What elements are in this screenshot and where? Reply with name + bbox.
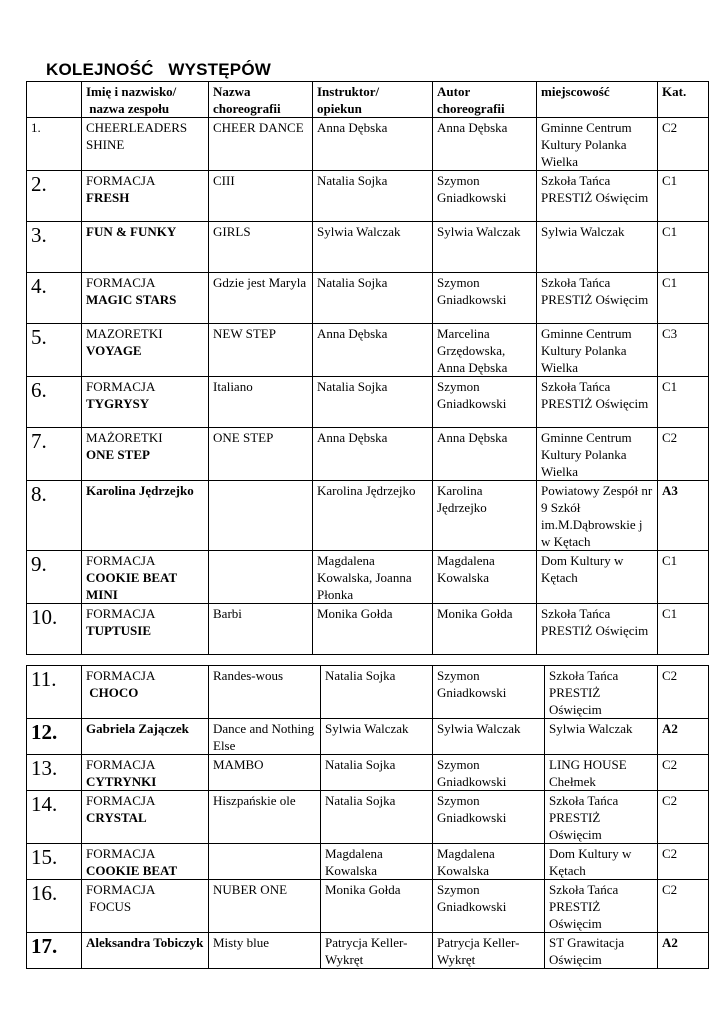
performer-name [82,428,209,481]
performer-prefix: FORMACJA [86,882,156,897]
instructor-name: Patrycja Keller-Wykręt [321,933,433,969]
choreography-author: Szymon Gniadkowski [433,377,537,428]
category: A3 [658,481,709,551]
row-number: 5. [27,324,82,377]
choreography-name: NUBER ONE [209,880,321,933]
category: C2 [658,428,709,481]
choreography-author: Sylwia Walczak [433,222,537,273]
choreography-name [209,844,321,880]
table-row [27,755,709,791]
performer-main-name: FUN & FUNKY [86,224,177,239]
instructor-name: Monika Gołda [313,604,433,655]
choreography-author: Magdalena Kowalska [433,844,545,880]
performer-prefix: FORMACJA [86,793,156,808]
row-number: 13. [27,755,82,791]
choreography-name: Dance and Nothing Else [209,719,321,755]
performer-main-name: MAGIC STARS [86,292,177,307]
choreography-name: CIII [209,171,313,222]
header-instructor: Instruktor/ opiekun [313,82,433,118]
performer-main-name: FOCUS [86,899,132,914]
choreography-author: Sylwia Walczak [433,719,545,755]
instructor-name: Natalia Sojka [321,755,433,791]
row-number: 7. [27,428,82,481]
performer-prefix: MAŻORETKI [86,430,163,445]
choreography-name: CHEER DANCE [209,118,313,171]
town-name: Sylwia Walczak [537,222,658,273]
performer-main-name: COOKIE BEAT MINI [86,570,181,602]
category: C1 [658,273,709,324]
header-name: Imię i nazwisko/ nazwa zespołu [82,82,209,118]
category: C2 [658,118,709,171]
instructor-name: Anna Dębska [313,428,433,481]
category: C2 [658,755,709,791]
performer-main-name: CRYSTAL [86,810,147,825]
header-number [27,82,82,118]
performer-name [82,719,209,755]
instructor-name: Sylwia Walczak [313,222,433,273]
performance-order-table-1 [26,81,709,655]
town-name: Szkoła Tańca PRESTIŻ Oświęcim [545,791,658,844]
choreography-name [209,551,313,604]
instructor-name: Natalia Sojka [313,377,433,428]
category: C2 [658,880,709,933]
instructor-name: Natalia Sojka [313,273,433,324]
town-name: Gminne Centrum Kultury Polanka Wielka [537,118,658,171]
performer-main-name: CHOCO [86,685,139,700]
row-number: 17. [27,933,82,969]
table-row [27,551,709,604]
table-row [27,222,709,273]
row-number: 6. [27,377,82,428]
performer-prefix: FORMACJA [86,275,156,290]
category: A2 [658,933,709,969]
performer-name [82,171,209,222]
performer-prefix: FORMACJA [86,846,156,861]
performer-prefix: FORMACJA [86,668,156,683]
row-number: 8. [27,481,82,551]
choreography-name: ONE STEP [209,428,313,481]
town-name: Szkoła Tańca PRESTIŻ Oświęcim [537,604,658,655]
performance-order-table-2 [26,665,709,969]
performer-name [82,880,209,933]
performer-name [82,273,209,324]
row-number: 16. [27,880,82,933]
table-row [27,377,709,428]
instructor-name: Sylwia Walczak [321,719,433,755]
performer-main-name: Gabriela Zajączek [86,721,189,736]
choreography-name: Barbi [209,604,313,655]
performer-main-name: TUPTUSIE [86,623,152,638]
table-row [27,791,709,844]
instructor-name: Anna Dębska [313,324,433,377]
table-row [27,324,709,377]
instructor-name: Natalia Sojka [321,666,433,719]
instructor-name: Magdalena Kowalska, Joanna Płonka [313,551,433,604]
town-name: Szkoła Tańca PRESTIŻ Oświęcim [537,273,658,324]
table-header-row [27,82,709,118]
performer-name [82,604,209,655]
performer-main-name: FRESH [86,190,130,205]
performer-prefix: FORMACJA [86,553,156,568]
town-name: Szkoła Tańca PRESTIŻ Oświęcim [545,880,658,933]
choreography-author: Karolina Jędrzejko [433,481,537,551]
choreography-author: Marcelina Grzędowska, Anna Dębska [433,324,537,377]
category: C1 [658,377,709,428]
row-number: 15. [27,844,82,880]
performer-main-name: CYTRYNKI [86,774,157,789]
performer-name [82,791,209,844]
performer-main-name: VOYAGE [86,343,142,358]
performer-prefix: FORMACJA [86,606,156,621]
choreography-name: MAMBO [209,755,321,791]
table-row [27,666,709,719]
table-row [27,933,709,969]
row-number: 4. [27,273,82,324]
table-row [27,428,709,481]
table-row [27,880,709,933]
performer-name [82,481,209,551]
choreography-author: Szymon Gniadkowski [433,791,545,844]
choreography-author: Anna Dębska [433,118,537,171]
choreography-author: Patrycja Keller-Wykręt [433,933,545,969]
row-number: 11. [27,666,82,719]
choreography-author: Szymon Gniadkowski [433,273,537,324]
town-name: Sylwia Walczak [545,719,658,755]
row-number: 1. [27,118,82,171]
town-name: Powiatowy Zespół nr 9 Szkół im.M.Dąbrowskie j w Kętach [537,481,658,551]
header-town: miejscowość [537,82,658,118]
row-number: 10. [27,604,82,655]
performer-prefix: MAZORETKI [86,326,163,341]
instructor-name: Monika Gołda [321,880,433,933]
choreography-name: Misty blue [209,933,321,969]
town-name: Szkoła Tańca PRESTIŻ Oświęcim [537,171,658,222]
category: C2 [658,666,709,719]
page-title: KOLEJNOŚĆ WYSTĘPÓW [46,60,272,79]
header-choreography: Nazwa choreografii [209,82,313,118]
performer-name [82,551,209,604]
category: C1 [658,171,709,222]
performer-name [82,933,209,969]
row-number: 14. [27,791,82,844]
table-row [27,118,709,171]
performer-name [82,666,209,719]
performer-name [82,118,209,171]
choreography-name [209,481,313,551]
performer-main-name: ONE STEP [86,447,150,462]
table-row [27,844,709,880]
category: C1 [658,551,709,604]
performer-main-name: COOKIE BEAT [86,863,178,878]
performer-main-name: Aleksandra Tobiczyk [86,935,204,950]
performer-name [82,222,209,273]
choreography-name: Italiano [209,377,313,428]
choreography-name: NEW STEP [209,324,313,377]
header-author: Autor choreografii [433,82,537,118]
header-category: Kat. [658,82,709,118]
town-name: Gminne Centrum Kultury Polanka Wielka [537,324,658,377]
performer-prefix: FORMACJA [86,757,156,772]
table-row [27,604,709,655]
instructor-name: Natalia Sojka [313,171,433,222]
town-name: LING HOUSE Chełmek [545,755,658,791]
performer-main-name: TYGRYSY [86,396,150,411]
category: C1 [658,604,709,655]
performer-prefix: CHEERLEADERS [86,120,188,135]
choreography-author: Szymon Gniadkowski [433,755,545,791]
table-row [27,719,709,755]
performer-name [82,844,209,880]
table-row [27,481,709,551]
performer-prefix: FORMACJA [86,173,156,188]
performer-main-name: SHINE [86,137,125,152]
category: A2 [658,719,709,755]
town-name: ST Grawitacja Oświęcim [545,933,658,969]
town-name: Szkoła Tańca PRESTIŻ Oświęcim [537,377,658,428]
category: C2 [658,844,709,880]
performer-main-name: Karolina Jędrzejko [86,483,194,498]
performer-name [82,755,209,791]
choreography-author: Szymon Gniadkowski [433,880,545,933]
category: C3 [658,324,709,377]
choreography-name: Gdzie jest Maryla [209,273,313,324]
choreography-author: Monika Gołda [433,604,537,655]
choreography-author: Szymon Gniadkowski [433,171,537,222]
town-name: Szkoła Tańca PRESTIŻ Oświęcim [545,666,658,719]
choreography-name: Hiszpańskie ole [209,791,321,844]
instructor-name: Anna Dębska [313,118,433,171]
performer-name [82,377,209,428]
row-number: 12. [27,719,82,755]
category: C2 [658,791,709,844]
table-row [27,171,709,222]
choreography-author: Magdalena Kowalska [433,551,537,604]
category: C1 [658,222,709,273]
instructor-name: Karolina Jędrzejko [313,481,433,551]
town-name: Dom Kultury w Kętach [545,844,658,880]
town-name: Dom Kultury w Kętach [537,551,658,604]
performer-name [82,324,209,377]
row-number: 3. [27,222,82,273]
row-number: 2. [27,171,82,222]
performer-prefix: FORMACJA [86,379,156,394]
choreography-name: GIRLS [209,222,313,273]
town-name: Gminne Centrum Kultury Polanka Wielka [537,428,658,481]
choreography-name: Randes-wous [209,666,321,719]
table-row [27,273,709,324]
choreography-author: Anna Dębska [433,428,537,481]
choreography-author: Szymon Gniadkowski [433,666,545,719]
instructor-name: Natalia Sojka [321,791,433,844]
row-number: 9. [27,551,82,604]
instructor-name: Magdalena Kowalska [321,844,433,880]
